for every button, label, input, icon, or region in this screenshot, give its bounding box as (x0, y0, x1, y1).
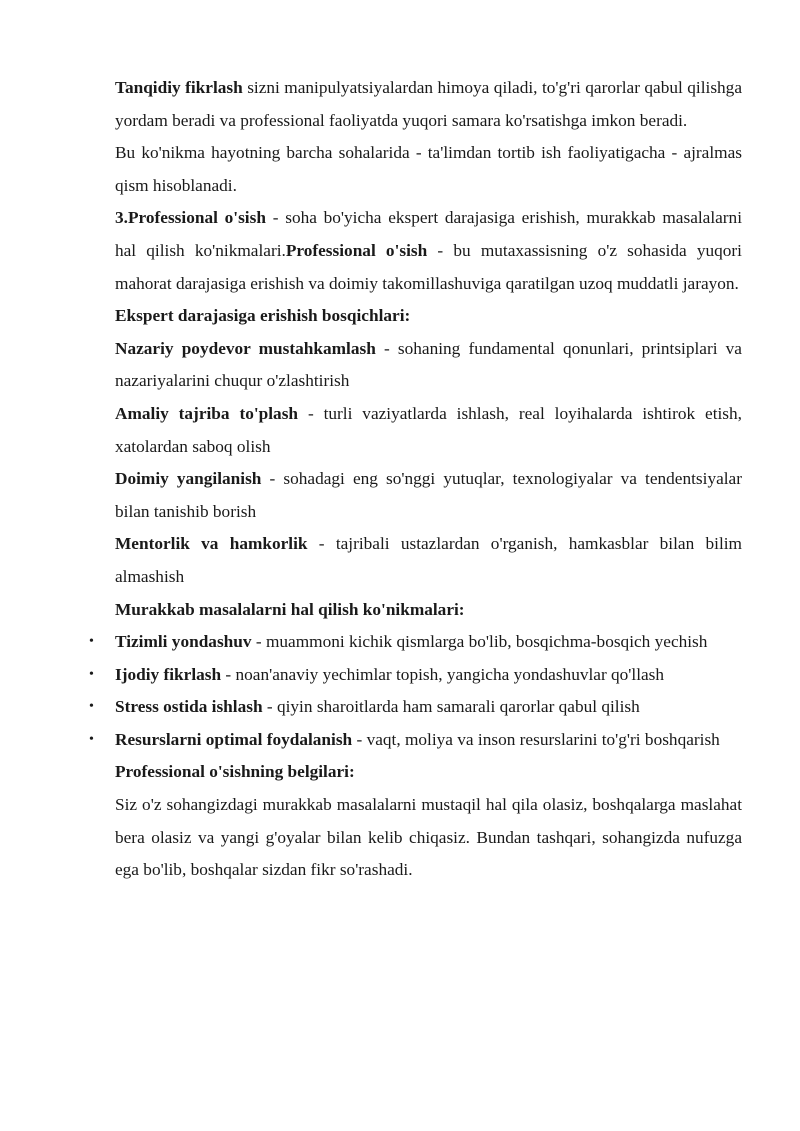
stage-term: Doimiy yangilanish (115, 469, 262, 489)
document-page (89, 72, 742, 887)
skill-text: - qiyin sharoitlarda ham samarali qarorlar qabul qilish (262, 697, 640, 717)
term-critical-thinking: Tanqidiy fikrlash (115, 78, 243, 97)
stage-item (115, 463, 742, 528)
paragraph-text: - bu mutaxassisning o'z sohasida yuqori mahorat darajasiga erishish va doimiy takomillashuviga qaratilgan uzoq muddatli jarayon. (115, 240, 742, 293)
term-professional-growth: Professional o'sish (285, 240, 428, 260)
skill-text: - noan'anaviy yechimlar topish, yangicha yondashuvlar qo'llash (221, 664, 665, 684)
list-item (89, 724, 742, 757)
skill-term: Resurslarni optimal foydalanish (115, 729, 353, 749)
stage-text: - tajribali ustazlardan o'rganish, hamkasblar bilan bilim almashish (115, 534, 742, 586)
stage-item (115, 528, 742, 593)
paragraph-text: Bu ko'nikma hayotning barcha sohalarida - ta'limdan tortib ish faoliyatigacha - ajralmas qism hisoblanadi. (115, 143, 742, 195)
paragraph-professional-growth (115, 202, 742, 300)
stage-term: Amaliy tajriba to'plash (115, 403, 299, 423)
skill-text: - muammoni kichik qismlarga bo'lib, bosqichma-bosqich yechish (251, 632, 708, 652)
bullet-icon: • (89, 634, 94, 650)
skills-list (89, 626, 742, 756)
list-item (89, 691, 742, 724)
stage-item (115, 398, 742, 463)
stage-text: - sohaning fundamental qonunlari, printsiplari va nazariyalarini chuqur o'zlashtirish (115, 338, 742, 391)
paragraph-text: Siz o'z sohangizdagi murakkab masalalarni mustaqil hal qila olasiz, boshqalarga maslahat bera olasiz va yangi g'oyalar bilan kelib chiqasiz. Bundan tashqari, sohangizda nufuzga ega bo'lib, boshqalar sizdan fikr so'rashadi. (115, 795, 742, 880)
heading-growth-signs: Professional o'sishning belgilari: (115, 762, 355, 782)
section-title-professional-growth: 3.Professional o'sish (115, 208, 266, 228)
list-item (89, 659, 742, 692)
skill-term: Tizimli yondashuv (115, 632, 252, 652)
stage-text: - turli vaziyatlarda ishlash, real loyihalarda ishtirok etish, xatolardan saboq olish (115, 403, 742, 456)
stage-text: - sohadagi eng so'nggi yutuqlar, texnologiyalar va tendentsiyalar bilan tanishib borish (115, 469, 742, 521)
bullet-icon: • (89, 699, 94, 715)
skill-term: Stress ostida ishlash (115, 697, 263, 717)
paragraph-critical-thinking (115, 72, 742, 137)
heading-problem-solving-skills: Murakkab masalalarni hal qilish ko'nikmalari: (115, 599, 465, 619)
stage-item (115, 333, 742, 398)
paragraph-text: - soha bo'yicha ekspert darajasiga erishish, murakkab masalalarni hal qilish ko'nikmalari. (115, 208, 742, 260)
skill-text: - vaqt, moliya va inson resurslarini to'g'ri boshqarish (352, 729, 720, 749)
skill-term: Ijodiy fikrlash (115, 664, 222, 684)
paragraph-growth-signs (115, 789, 742, 887)
stage-term: Mentorlik va hamkorlik (115, 534, 308, 554)
bullet-icon: • (89, 731, 94, 747)
paragraph-skill-importance (115, 137, 742, 202)
list-item (89, 626, 742, 659)
stage-term: Nazariy poydevor mustahkamlash (115, 338, 376, 358)
paragraph-text: sizni manipulyatsiyalardan himoya qiladi, to'g'ri qarorlar qabul qilishga yordam beradi va professional faoliyatda yuqori samara ko'rsatishga imkon beradi. (115, 78, 742, 130)
bullet-icon: • (89, 666, 94, 682)
heading-expert-stages: Ekspert darajasiga erishish bosqichlari: (115, 306, 411, 326)
